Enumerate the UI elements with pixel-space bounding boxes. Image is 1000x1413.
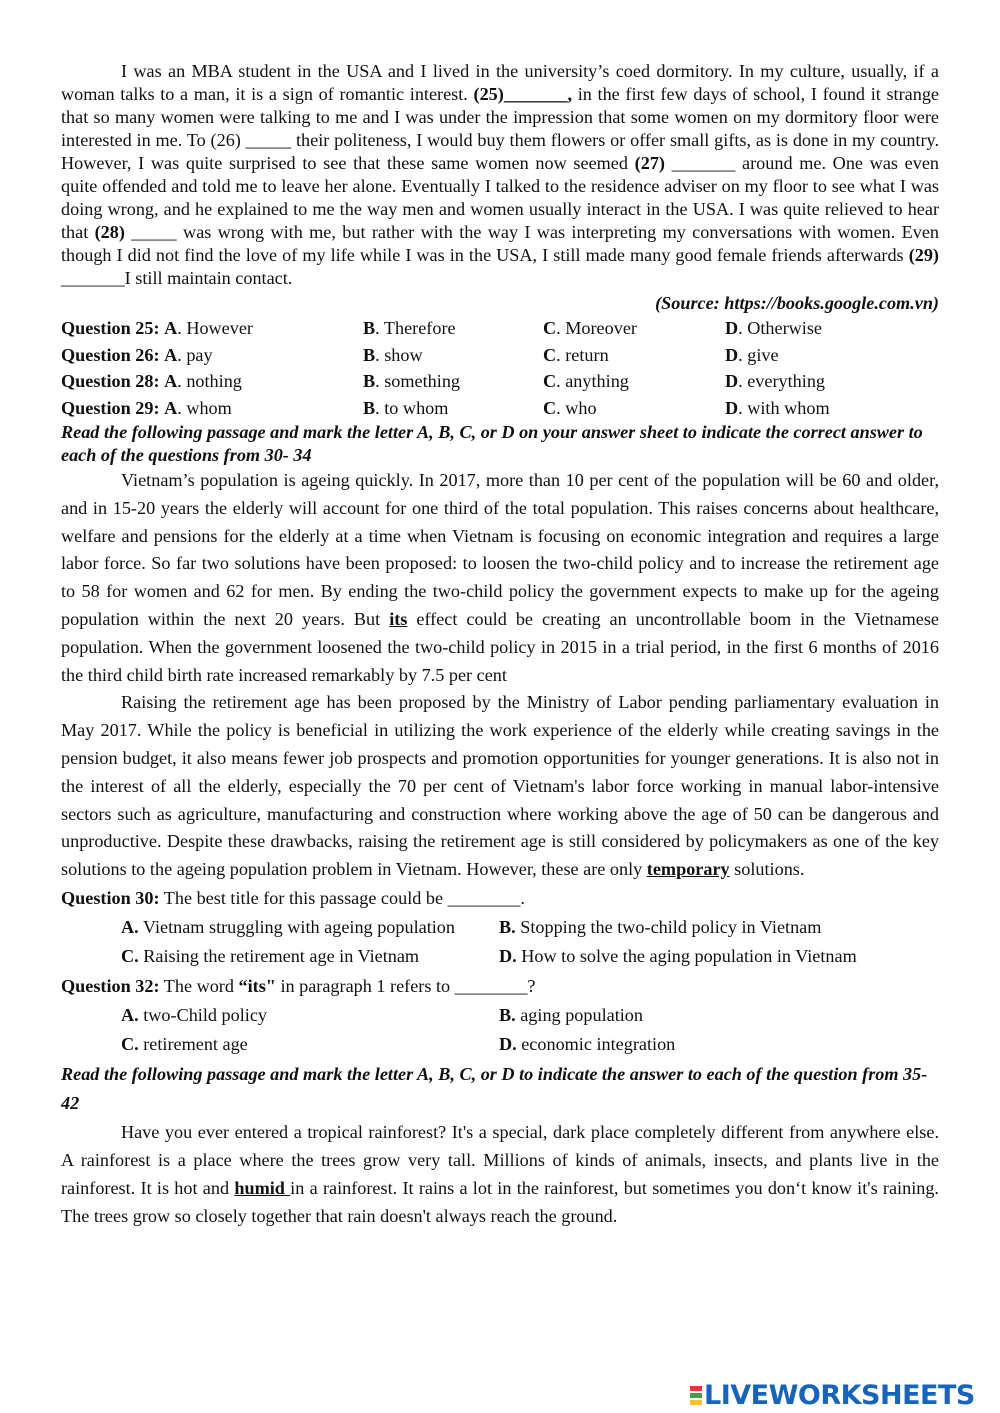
reading-instruction-30-34: Read the following passage and mark the letter A, B, C, or D on your answer sheet to indicate the correct answer to each of the questions from 30- 34 [61,422,923,465]
passage-text: I was an MBA student in the USA and I lived in the university’s coed dormitory. In my culture, usually, if a woman talks to a man, it is a sign of romantic interest. [61,61,939,104]
question-30-option-c: C. Raising the retirement age in Vietnam [121,946,420,967]
question-32-option-c: C. retirement age [121,1034,248,1055]
question-32-options [61,1001,939,1060]
passage-text: _______I still maintain contact. [61,268,293,288]
question-30-options [61,913,939,972]
question-29-option-c: C. who [543,397,597,418]
question-26-option-d: D. give [725,344,779,365]
question-32-option-d: D. economic integration [499,1034,676,1055]
passage-text: _______ around me. One was even quite offended and told me to leave her alone. Eventually I talked to the residence adviser on my floor to see what I was doing wrong, and he explained to me the way men and women usually interact in the USA. I was quite relieved to hear that [61,153,939,242]
referent-its: its [389,608,408,629]
question-30-stem: Question 30: The best title for this passage could be ________. [61,887,525,908]
logo-icon [690,1385,702,1406]
question-26-option-c: C. return [543,344,609,365]
question-25-option-c: C. Moreover [543,318,637,338]
blank-29: (29) [908,245,939,265]
question-25-option-a: Question 25: A. However [61,318,253,338]
question-28-option-d: D. everything [725,371,826,391]
reading-instruction-35-42: Read the following passage and mark the letter A, B, C, or D to indicate the answer to each of the question from 35-42 [61,1063,928,1113]
question-30-option-a: A. Vietnam struggling with ageing population [121,916,455,937]
question-29-option-d: D. with whom [725,397,830,418]
question-30-option-b: B. Stopping the two-child policy in Vietnam [499,916,822,937]
question-32-option-b: B. aging population [499,1004,643,1025]
question-28-option-b: B. something [363,371,461,391]
liveworksheets-logo [690,1380,975,1410]
question-29-option-b: B. to whom [363,397,449,418]
passage-text: _____ was wrong with me, but rather with the way I was interpreting my conversations with women. Even though I did not find the love of my life while I was in the USA, I still made many good female friends afterwards [61,222,939,265]
question-28-option-c: C. anything [543,371,629,391]
passage-text: in the first few days of school, I found it strange that so many women were talking to me and I was under the impression that some women on my dormitory floor were interested in me. To (26) _____ their politeness, I would buy them flowers or offer small gifts, as is done in my country. However, I was quite surprised to see that these same women now seemed [61,84,939,173]
cloze-passage [61,60,939,290]
referent-temporary: temporary [646,859,730,880]
rainforest-passage: Have you ever entered a tropical rainforest? It's a special, dark place completely different from anywhere else. A rainforest is a place where the trees grow very tall. Millions of kinds of animals, insects, and plants live in the rainforest. It is hot and humid in a rainforest. It rains a lot in the rainforest, but sometimes you don‘t know it's raining. The trees grow so closely together that rain doesn't always reach the ground. [61,1121,939,1226]
referent-humid: humid [234,1177,291,1198]
worksheet-page [61,60,939,1230]
question-32-option-a: A. two-Child policy [121,1004,268,1025]
cloze-questions [61,315,939,421]
question-25-option-d: D. Otherwise [725,318,822,338]
ageing-passage-paragraph-1: Vietnam’s population is ageing quickly. In 2017, more than 10 per cent of the population will be 60 and older, and in 15-20 years the elderly will account for one third of the total population. This raises concerns about healthcare, welfare and pensions for the elderly at a time when Vietnam is focusing on economic integration and requires a large labor force. So far two solutions have been proposed: to loosen the two-child policy and to increase the retirement age to 58 for women and 62 for men. By ending the two-child policy the government expects to make up for the ageing population within the next 20 years. But its effect could be creating an uncontrollable boom in the Vietnamese population. When the government loosened the two-child policy in 2015 in a trial period, in the first 6 months of 2016 the third child birth rate increased remarkably by 7.5 per cent [61,470,939,685]
question-25-option-b: B. Therefore [363,318,456,338]
blank-27: (27) [634,153,665,173]
question-26-option-a: Question 26: A. pay [61,344,213,365]
logo-text: LIVEWORKSHEETS [704,1379,975,1411]
question-30-option-d: D. How to solve the aging population in Vietnam [499,946,857,967]
question-28-option-a: Question 28: A. nothing [61,371,242,391]
ageing-passage-paragraph-2: Raising the retirement age has been proposed by the Ministry of Labor pending parliamentary evaluation in May 2017. While the policy is beneficial in utilizing the work experience of the elderly while creating savings in the pension budget, it also means fewer job prospects and promotion opportunities for younger generations. It is also not in the interest of all the elderly, especially the 70 per cent of Vietnam's labor force working in manual labor-intensive sectors such as agriculture, manufacturing and construction where working above the age of 50 can be dangerous and unproductive. Despite these drawbacks, raising the retirement age is still considered by policymakers as one of the key solutions to the ageing population problem in Vietnam. However, these are only temporary solutions. [61,692,939,880]
question-29-option-a: Question 29: A. whom [61,397,232,418]
blank-28: (28) [94,222,125,242]
blank-25: (25)_______, [473,84,573,104]
question-32-stem: Question 32: The word “its" in paragraph 1 refers to ________? [61,975,536,996]
source-citation: (Source: https://books.google.com.vn) [655,293,939,313]
question-26-option-b: B. show [363,344,423,365]
